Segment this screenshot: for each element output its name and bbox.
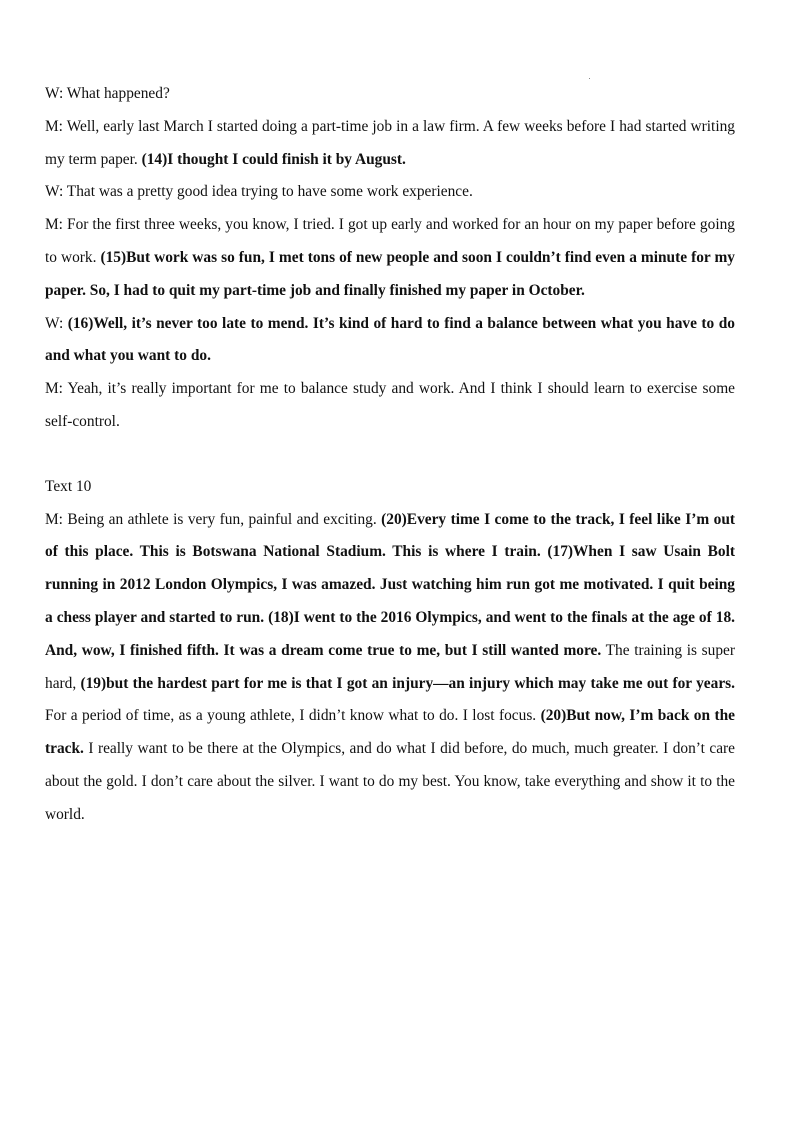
body-text: W: What happened? bbox=[45, 85, 170, 102]
body-text: M: Being an athlete is very fun, painful and exciting. bbox=[45, 510, 382, 528]
answer-highlight-text: (19)but the hardest part for me is that I got an injury—an injury which may take me out for years. bbox=[80, 674, 735, 692]
dialogue-section bbox=[45, 78, 735, 439]
paragraph bbox=[45, 111, 735, 177]
body-text: For a period of time, as a young athlete, I didn’t know what to do. I lost focus. bbox=[45, 707, 541, 725]
paragraph bbox=[45, 308, 735, 374]
answer-highlight-text: (16)Well, it’s never too late to mend. It’s kind of hard to find a balance between what you have to do and what you want to do. bbox=[45, 314, 735, 365]
paragraph bbox=[45, 504, 735, 832]
answer-highlight-text: (20)Every time I come to the track, I feel like I’m out of this place. This is Botswana National Stadium. This is where I train. (17)When I saw Usain Bolt running in 2012 London Olympics, I was amazed. Just watching him run got me motivated. I quit being a chess player and started to run. (18)I went to the 2016 Olympics, and went to the finals at the age of 18. And, wow, I finished fifth. It was a dream come true to me, but I still wanted more. bbox=[45, 510, 735, 659]
answer-highlight-text: (20)But now, I’m back on the track. bbox=[45, 707, 735, 758]
document-page bbox=[45, 78, 735, 832]
paragraph bbox=[45, 373, 735, 439]
body-text: W: bbox=[45, 314, 68, 332]
body-text: M: Well, early last March I started doing a part-time job in a law firm. A few weeks before I had started writing my term paper. bbox=[45, 117, 735, 168]
section-title: Text 10 bbox=[45, 477, 92, 495]
body-text: M: Yeah, it’s really important for me to balance study and work. And I think I should learn to exercise some self-control. bbox=[45, 380, 735, 430]
paragraph bbox=[45, 78, 735, 111]
paragraph bbox=[45, 176, 735, 209]
monologue-section bbox=[45, 504, 735, 832]
body-text: I really want to be there at the Olympics, and do what I did before, do much, much greater. I don’t care about the gold. I don’t care about the silver. I want to do my best. You know, take everything and show it to the world. bbox=[45, 740, 735, 823]
body-text: W: That was a pretty good idea trying to have some work experience. bbox=[45, 183, 473, 201]
body-text: M: For the first three weeks, you know, I tried. I got up early and worked for an hour on my paper before going to work. bbox=[45, 216, 735, 266]
section-gap bbox=[45, 439, 735, 471]
body-text: The training is super hard, bbox=[45, 641, 735, 692]
paragraph bbox=[45, 209, 735, 307]
answer-highlight-text: (15)But work was so fun, I met tons of new people and soon I couldn’t find even a minute for my paper. So, I had to quit my part-time job and finally finished my paper in October. bbox=[45, 248, 735, 299]
answer-highlight-text: (14)I thought I could finish it by August. bbox=[141, 150, 406, 168]
